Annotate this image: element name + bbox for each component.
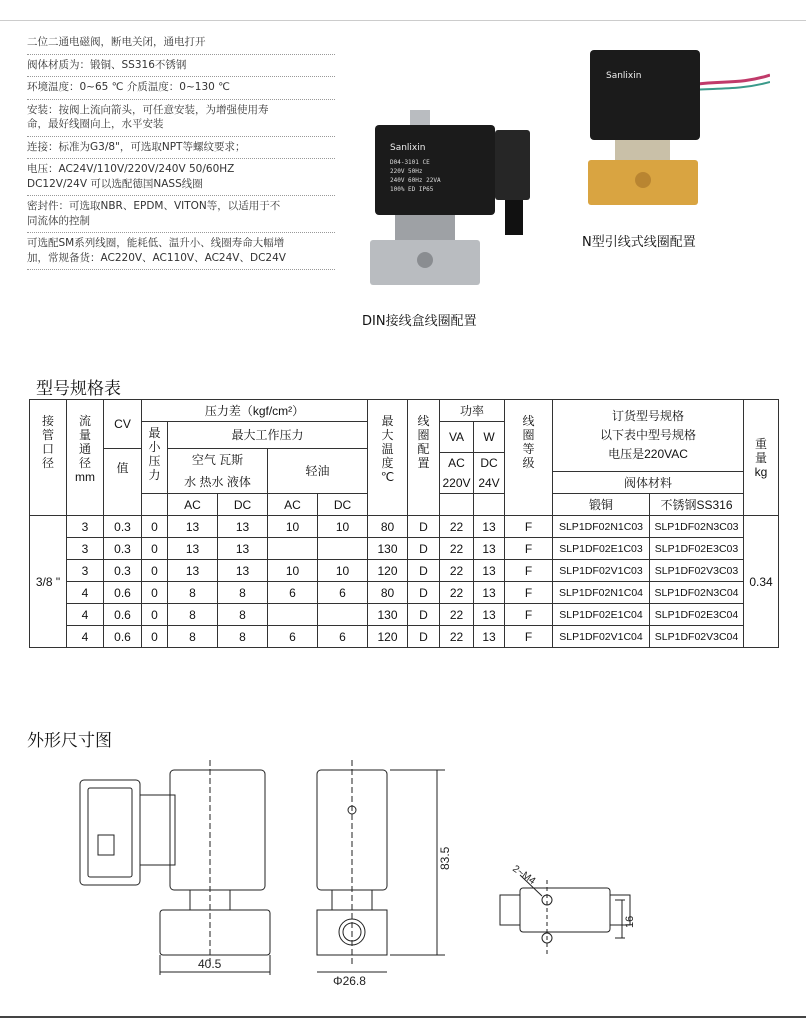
hdr-va: VA: [440, 422, 474, 453]
dim-width: 40.5: [198, 957, 222, 971]
cell-cv: 0.3: [104, 516, 142, 538]
cell-a-dc: 8: [218, 626, 268, 648]
cell-t: 120: [368, 626, 408, 648]
dim-hole: 16: [624, 915, 636, 928]
n-coil-brand: Sanlixin: [606, 71, 642, 81]
front-view-drawing: [305, 760, 465, 985]
table-row: [30, 604, 779, 626]
cell-a-dc: 8: [218, 604, 268, 626]
cell-d: 3: [67, 516, 104, 538]
cell-a-dc: 8: [218, 582, 268, 604]
din-coil-brand: Sanlixin: [390, 143, 426, 153]
cell-cfg: D: [408, 560, 440, 582]
spec-table: [29, 399, 779, 648]
cell-a-ac: 13: [168, 560, 218, 582]
cell-w: 13: [474, 516, 505, 538]
table-row: [30, 538, 779, 560]
cell-o-dc: 10: [318, 560, 368, 582]
cell-a-ac: 13: [168, 516, 218, 538]
spec-item: 安装：按阀上流向箭头，可任意安装，为增强使用寿 命，最好线圈向上，水平安装: [27, 100, 335, 137]
hdr-brass: 锻铜: [553, 494, 650, 516]
hdr-cv: CV: [104, 400, 142, 449]
spec-item: 连接：标准为G3/8"，可选取NPT等螺纹要求；: [27, 137, 335, 160]
cell-t: 130: [368, 604, 408, 626]
cell-a-ac: 13: [168, 538, 218, 560]
cell-cfg: D: [408, 582, 440, 604]
cell-ss: SLP1DF02N3C03: [650, 516, 744, 538]
cell-cls: F: [505, 560, 553, 582]
cell-ss: SLP1DF02E3C04: [650, 604, 744, 626]
cell-cfg: D: [408, 626, 440, 648]
spec-item: 电压：AC24V/110V/220V/240V 50/60HZ DC12V/24V 可以选配德国NASS线圈: [27, 159, 335, 196]
cell-min: 0: [142, 582, 168, 604]
spec-item: 二位二通电磁阀，断电关闭，通电打开: [27, 32, 335, 55]
hdr-dc24: DC 24V: [474, 453, 505, 494]
cell-cfg: D: [408, 516, 440, 538]
bottom-divider: [0, 1016, 806, 1018]
cell-cv: 0.6: [104, 582, 142, 604]
hdr-flow: 流 量 通 径 mm: [67, 400, 104, 516]
table-row: [30, 560, 779, 582]
cell-cv: 0.6: [104, 626, 142, 648]
hdr-light-oil: 轻油: [268, 448, 368, 494]
cell-o-ac: [268, 538, 318, 560]
hdr-weight: 重 量 kg: [744, 400, 779, 516]
cell-cls: F: [505, 626, 553, 648]
cell-a-dc: 13: [218, 516, 268, 538]
spec-list: [27, 32, 335, 270]
cell-o-ac: [268, 604, 318, 626]
hdr-ss316: 不锈钢SS316: [650, 494, 744, 516]
side-view-drawing: [70, 760, 290, 985]
cell-o-dc: 10: [318, 516, 368, 538]
cell-cv: 0.3: [104, 538, 142, 560]
cell-va: 22: [440, 516, 474, 538]
dim-height: 83.5: [438, 846, 452, 870]
hdr-cv-value: 值: [104, 448, 142, 516]
cell-weight: 0.34: [744, 516, 779, 648]
n-type-valve-image: [570, 40, 770, 220]
hdr-oil-ac: AC: [268, 494, 318, 516]
hdr-connect: 接 管 口 径: [30, 400, 67, 516]
cell-min: 0: [142, 604, 168, 626]
cell-cls: F: [505, 604, 553, 626]
cell-cls: F: [505, 516, 553, 538]
hdr-body-material: 阀体材料: [553, 472, 744, 494]
cell-o-dc: [318, 604, 368, 626]
cell-w: 13: [474, 560, 505, 582]
cell-d: 3: [67, 538, 104, 560]
hdr-air-dc: DC: [218, 494, 268, 516]
cell-cv: 0.6: [104, 604, 142, 626]
din-coil-label-line: 100% ED IP65: [390, 186, 434, 193]
cell-t: 80: [368, 516, 408, 538]
spec-item: 可选配SM系列线圈，能耗低、温升小、线圈寿命大幅增 加，常规备货：AC220V、AC110V、AC24V、DC24V: [27, 233, 335, 270]
cell-a-dc: 13: [218, 538, 268, 560]
cell-va: 22: [440, 604, 474, 626]
hdr-min-pressure: 最 小 压 力: [142, 422, 168, 494]
cell-a-ac: 8: [168, 582, 218, 604]
cell-o-ac: 10: [268, 560, 318, 582]
hdr-temp: 最 大 温 度 ℃: [368, 400, 408, 516]
cell-min: 0: [142, 560, 168, 582]
din-coil-label-line: 240V 60Hz 22VA: [390, 177, 441, 184]
cell-o-dc: 6: [318, 626, 368, 648]
dim-diameter: Φ26.8: [333, 974, 366, 985]
cell-cls: F: [505, 582, 553, 604]
cell-ss: SLP1DF02V3C04: [650, 626, 744, 648]
cell-o-dc: [318, 538, 368, 560]
din-coil-label-line: 220V 50Hz: [390, 168, 423, 175]
cell-o-dc: 6: [318, 582, 368, 604]
cell-min: 0: [142, 516, 168, 538]
cell-d: 4: [67, 626, 104, 648]
bottom-view-drawing: [490, 860, 640, 960]
cell-ss: SLP1DF02E3C03: [650, 538, 744, 560]
cell-ss: SLP1DF02N3C04: [650, 582, 744, 604]
din-caption: DIN接线盒线圈配置: [362, 314, 477, 329]
cell-d: 4: [67, 582, 104, 604]
cell-d: 3: [67, 560, 104, 582]
cell-ss: SLP1DF02V3C03: [650, 560, 744, 582]
cell-brass: SLP1DF02N1C04: [553, 582, 650, 604]
cell-brass: SLP1DF02V1C04: [553, 626, 650, 648]
table-title: 型号规格表: [36, 379, 121, 399]
hdr-w: W: [474, 422, 505, 453]
cell-cfg: D: [408, 604, 440, 626]
din-coil-label-line: D04-3101 CE: [390, 159, 430, 166]
hdr-coil-config: 线 圈 配 置: [408, 400, 440, 516]
cell-va: 22: [440, 626, 474, 648]
cell-a-dc: 13: [218, 560, 268, 582]
cell-va: 22: [440, 560, 474, 582]
cell-t: 80: [368, 582, 408, 604]
spec-item: 密封件：可选取NBR、EPDM、VITON等，以适用于不 同流体的控制: [27, 196, 335, 233]
cell-brass: SLP1DF02E1C04: [553, 604, 650, 626]
top-divider: [0, 20, 806, 21]
cell-t: 120: [368, 560, 408, 582]
hdr-order: 订货型号规格 以下表中型号规格 电压是220VAC: [553, 400, 744, 472]
cell-a-ac: 8: [168, 604, 218, 626]
hdr-min-blank: [142, 494, 168, 516]
cell-w: 13: [474, 582, 505, 604]
hdr-oil-dc: DC: [318, 494, 368, 516]
hdr-pressure: 压力差（kgf/cm²）: [142, 400, 368, 422]
cell-o-ac: 10: [268, 516, 318, 538]
cell-va: 22: [440, 538, 474, 560]
cell-connect: 3/8 ": [30, 516, 67, 648]
table-row: [30, 516, 779, 538]
cell-brass: SLP1DF02E1C03: [553, 538, 650, 560]
cell-o-ac: 6: [268, 582, 318, 604]
cell-min: 0: [142, 626, 168, 648]
hdr-power-blank2: [474, 494, 505, 516]
spec-item: 环境温度：0~65 ℃ 介质温度：0~130 ℃: [27, 77, 335, 100]
hdr-power-blank1: [440, 494, 474, 516]
cell-cfg: D: [408, 538, 440, 560]
table-row: [30, 582, 779, 604]
cell-cls: F: [505, 538, 553, 560]
cell-w: 13: [474, 538, 505, 560]
n-type-caption: N型引线式线圈配置: [582, 235, 696, 250]
cell-a-ac: 8: [168, 626, 218, 648]
cell-cv: 0.3: [104, 560, 142, 582]
dim-thread: 2~M4: [510, 863, 538, 887]
hdr-coil-class: 线 圈 等 级: [505, 400, 553, 516]
hdr-power: 功率: [440, 400, 505, 422]
din-valve-image: [360, 100, 560, 300]
cell-t: 130: [368, 538, 408, 560]
hdr-air-water: 空气 瓦斯 水 热水 液体: [168, 448, 268, 494]
cell-o-ac: 6: [268, 626, 318, 648]
cell-brass: SLP1DF02V1C03: [553, 560, 650, 582]
table-row: [30, 626, 779, 648]
cell-va: 22: [440, 582, 474, 604]
cell-brass: SLP1DF02N1C03: [553, 516, 650, 538]
cell-min: 0: [142, 538, 168, 560]
hdr-air-ac: AC: [168, 494, 218, 516]
hdr-max-working: 最大工作压力: [168, 422, 368, 449]
drawing-title: 外形尺寸图: [27, 731, 112, 751]
spec-item: 阀体材质为：锻铜、SS316不锈钢: [27, 55, 335, 78]
cell-w: 13: [474, 604, 505, 626]
hdr-ac220: AC 220V: [440, 453, 474, 494]
cell-d: 4: [67, 604, 104, 626]
cell-w: 13: [474, 626, 505, 648]
